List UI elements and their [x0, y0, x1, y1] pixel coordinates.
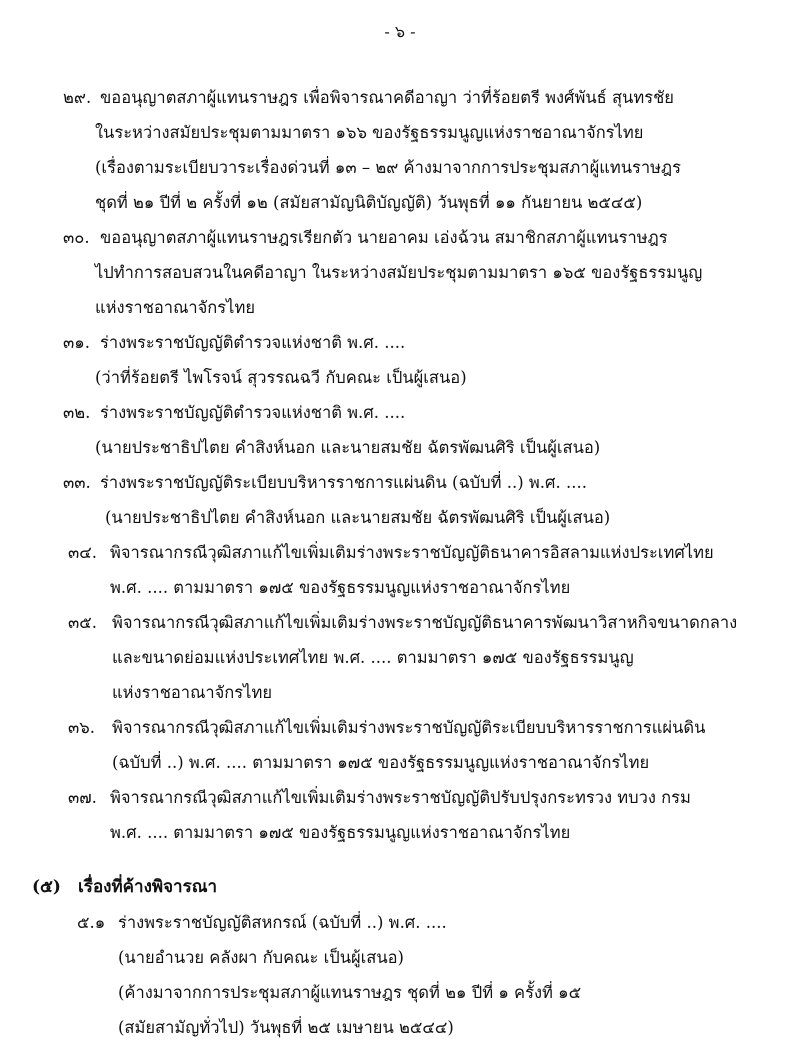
- item-line: (นายประชาธิปไตย คำสิงห์นอก และนายสมชัย ฉัตรพัฒนศิริ เป็นผู้เสนอ): [105, 508, 611, 527]
- item-number: ๓๔.: [68, 543, 98, 562]
- item-number: ๓๕.: [68, 613, 98, 632]
- item-line: พิจารณากรณีวุฒิสภาแก้ไขเพิ่มเติมร่างพระราชบัญญัติธนาคารอิสลามแห่งประเทศไทย: [110, 543, 714, 562]
- item-line: พ.ศ. .... ตามมาตรา ๑๗๕ ของรัฐธรรมนูญแห่งราชอาณาจักรไทย: [110, 578, 571, 597]
- item-line: ขออนุญาตสภาผู้แทนราษฎร เพื่อพิจารณาคดีอาญา ว่าที่ร้อยตรี พงศ์พันธ์ สุนทรชัย: [100, 88, 674, 107]
- item-number: ๓๗.: [68, 788, 97, 807]
- section-number: (๕): [32, 877, 61, 897]
- item-number: ๒๙.: [63, 88, 92, 107]
- item-number: ๓๐.: [63, 228, 90, 247]
- item-number: ๓๖.: [68, 718, 95, 737]
- item-line: (นายประชาธิปไตย คำสิงห์นอก และนายสมชัย ฉัตรพัฒนศิริ เป็นผู้เสนอ): [95, 438, 601, 457]
- page-number: - ๖ -: [384, 22, 416, 41]
- sub-item-line: ร่างพระราชบัญญัติสหกรณ์ (ฉบับที่ ..) พ.ศ. ....: [118, 913, 447, 932]
- item-line: แห่งราชอาณาจักรไทย: [95, 298, 256, 317]
- sub-item-line: (นายอำนวย คลังผา กับคณะ เป็นผู้เสนอ): [118, 948, 404, 967]
- item-line: (เรื่องตามระเบียบวาระเรื่องด่วนที่ ๑๓ – ๒๙ ค้างมาจากการประชุมสภาผู้แทนราษฎร: [95, 158, 681, 177]
- item-line: (ว่าที่ร้อยตรี ไพโรจน์ สุวรรณฉวี กับคณะ เป็นผู้เสนอ): [95, 368, 467, 387]
- sub-item-line: (สมัยสามัญทั่วไป) วันพุธที่ ๒๕ เมษายน ๒๕๔๔): [118, 1018, 454, 1037]
- item-number: ๓๑.: [63, 333, 90, 352]
- item-line: ไปทำการสอบสวนในคดีอาญา ในระหว่างสมัยประชุมตามมาตรา ๑๖๕ ของรัฐธรรมนูญ: [95, 263, 703, 282]
- item-line: แห่งราชอาณาจักรไทย: [112, 683, 273, 702]
- item-number: ๓๓.: [63, 473, 91, 492]
- item-line: ขออนุญาตสภาผู้แทนราษฎรเรียกตัว นายอาคม เอ่งฉ้วน สมาชิกสภาผู้แทนราษฎร: [100, 228, 668, 247]
- sub-item-line: (ค้างมาจากการประชุมสภาผู้แทนราษฎร ชุดที่ ๒๑ ปีที่ ๑ ครั้งที่ ๑๕: [118, 983, 582, 1002]
- item-line: พิจารณากรณีวุฒิสภาแก้ไขเพิ่มเติมร่างพระราชบัญญัติธนาคารพัฒนาวิสาหกิจขนาดกลาง: [112, 613, 738, 632]
- item-line: พิจารณากรณีวุฒิสภาแก้ไขเพิ่มเติมร่างพระราชบัญญัติปรับปรุงกระทรวง ทบวง กรม: [110, 788, 691, 807]
- sub-item-number: ๕.๑: [77, 913, 106, 932]
- item-line: ในระหว่างสมัยประชุมตามมาตรา ๑๖๖ ของรัฐธรรมนูญแห่งราชอาณาจักรไทย: [95, 123, 644, 142]
- item-line: (ฉบับที่ ..) พ.ศ. .... ตามมาตรา ๑๗๕ ของรัฐธรรมนูญแห่งราชอาณาจักรไทย: [112, 753, 650, 772]
- item-line: และขนาดย่อมแห่งประเทศไทย พ.ศ. .... ตามมาตรา ๑๗๕ ของรัฐธรรมนูญ: [112, 648, 634, 667]
- item-number: ๓๒.: [63, 403, 91, 422]
- item-line: ร่างพระราชบัญญัติระเบียบบริหารราชการแผ่นดิน (ฉบับที่ ..) พ.ศ. ....: [100, 473, 587, 492]
- section-title: เรื่องที่ค้างพิจารณา: [78, 877, 218, 897]
- item-line: พิจารณากรณีวุฒิสภาแก้ไขเพิ่มเติมร่างพระราชบัญญัติระเบียบบริหารราชการแผ่นดิน: [112, 718, 706, 737]
- item-line: ชุดที่ ๒๑ ปีที่ ๒ ครั้งที่ ๑๒ (สมัยสามัญนิติบัญญัติ) วันพุธที่ ๑๑ กันยายน ๒๕๔๕): [95, 193, 643, 212]
- item-line: ร่างพระราชบัญญัติตำรวจแห่งชาติ พ.ศ. ....: [100, 333, 406, 352]
- item-line: ร่างพระราชบัญญัติตำรวจแห่งชาติ พ.ศ. ....: [100, 403, 406, 422]
- item-line: พ.ศ. .... ตามมาตรา ๑๗๕ ของรัฐธรรมนูญแห่งราชอาณาจักรไทย: [110, 823, 571, 842]
